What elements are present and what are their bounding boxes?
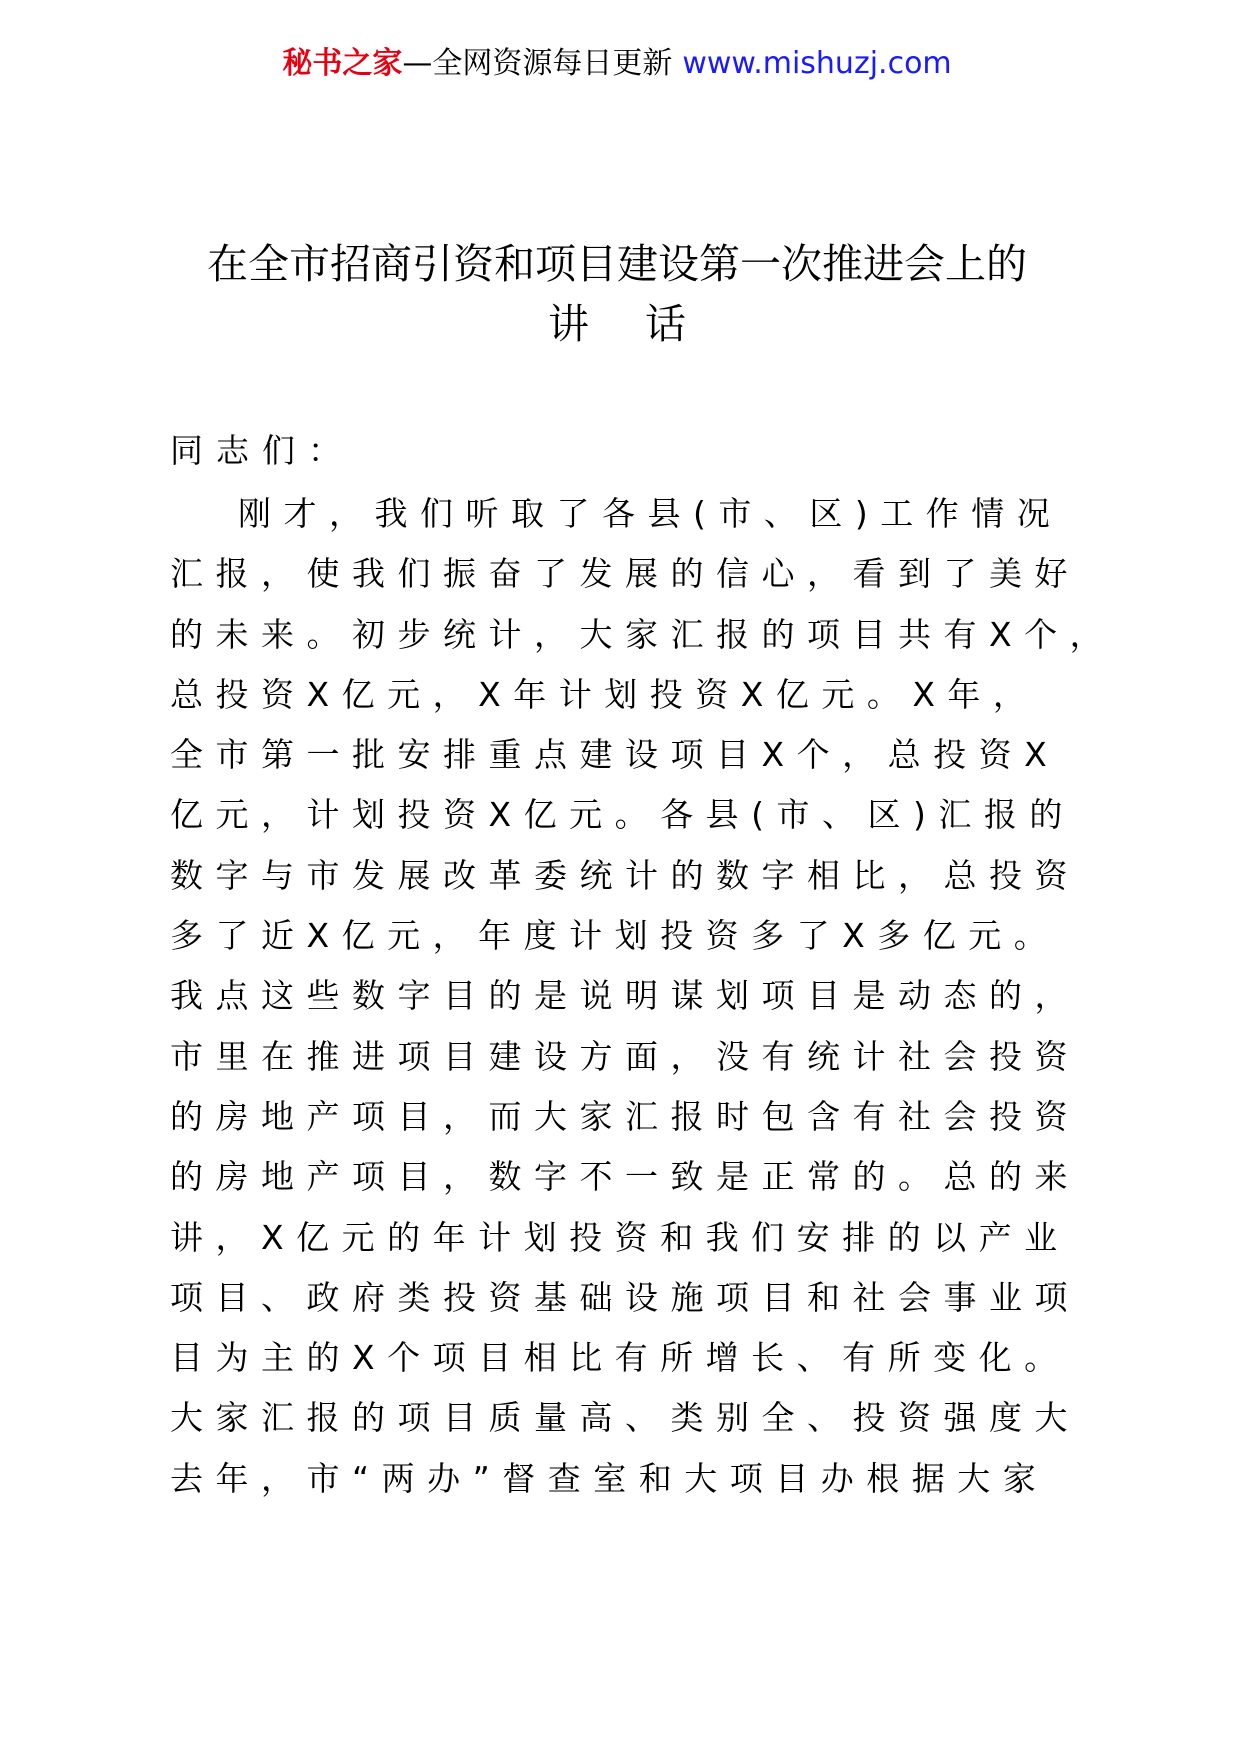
body-line: 我点这些数字目的是说明谋划项目是动态的，	[170, 976, 1080, 1016]
brand-name: 秘书之家	[282, 46, 403, 81]
body-text	[170, 484, 1116, 1509]
body-line: 大家汇报的项目质量高、类别全、投资强度大	[170, 1398, 1080, 1438]
body-line: 刚才，我们听取了各县(市、区)工作情况	[238, 494, 1063, 533]
title-line-2: 讲话	[548, 300, 742, 348]
body-line: 项目、政府类投资基础设施项目和社会事业项	[170, 1277, 1080, 1317]
body-line: 数字与市发展改革委统计的数字相比，总投资	[170, 855, 1080, 895]
salutation: 同志们：	[170, 431, 354, 470]
body-line: 目为主的X个项目相比有所增长、有所变化。	[170, 1338, 1070, 1378]
site-header	[0, 44, 1234, 84]
site-tagline: —全网资源每日更新	[402, 46, 673, 81]
document-title	[0, 234, 1234, 354]
body-line: 的房地产项目，而大家汇报时包含有社会投资	[170, 1096, 1080, 1136]
site-url-link[interactable]: www.mishuzj.com	[682, 46, 952, 81]
title-line-1: 在全市招商引资和项目建设第一次推进会上的	[207, 240, 1027, 288]
body-line: 的未来。初步统计，大家汇报的项目共有X个，	[170, 614, 1116, 654]
body-line: 亿元，计划投资X亿元。各县(市、区)汇报的	[170, 795, 1075, 835]
body-line: 全市第一批安排重点建设项目X个，总投资X	[170, 735, 1060, 775]
body-line: 讲，X亿元的年计划投资和我们安排的以产业	[170, 1217, 1070, 1257]
body-line: 多了近X亿元，年度计划投资多了X多亿元。	[170, 916, 1060, 956]
body-line: 市里在推进项目建设方面，没有统计社会投资	[170, 1036, 1080, 1076]
body-line: 去年，市“两办”督查室和大项目办根据大家	[170, 1458, 1049, 1498]
body-line: 汇报，使我们振奋了发展的信心，看到了美好	[170, 554, 1080, 594]
body-line: 的房地产项目，数字不一致是正常的。总的来	[170, 1157, 1080, 1197]
body-line: 总投资X亿元，X年计划投资X亿元。X年，	[170, 674, 1039, 714]
